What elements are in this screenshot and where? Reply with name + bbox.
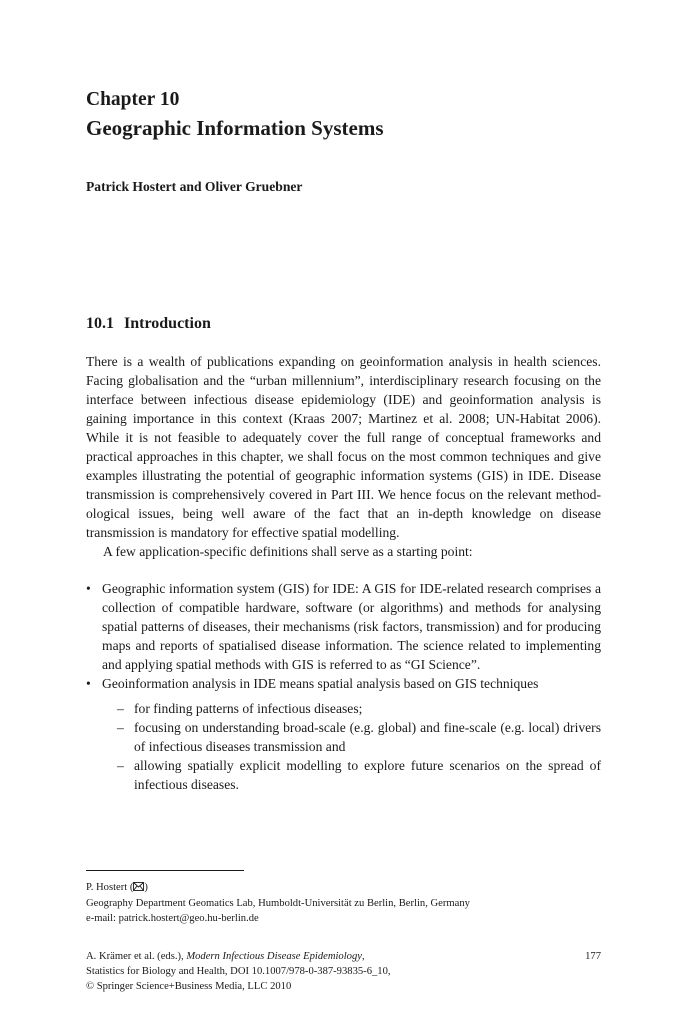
bullet-item-text: Geoinformation analysis in IDE means spatial analysis based on GIS techniques: [102, 676, 539, 691]
body-text: [86, 352, 601, 795]
footer-copyright: © Springer Science+Business Media, LLC 2010: [86, 981, 292, 993]
footnote-author-line: P. Hostert ( ): [86, 880, 601, 896]
chapter-authors: Patrick Hostert and Oliver Gruebner: [86, 179, 303, 194]
footnote: [86, 880, 601, 927]
section-heading: [86, 314, 211, 334]
footnote-author: P. Hostert: [86, 882, 128, 893]
footer-book-title: Modern Infectious Disease Epidemiology: [186, 951, 362, 962]
envelope-icon: [133, 881, 144, 896]
page-number: 177: [585, 951, 601, 962]
paragraph-2: A few application-specific definitions shall serve as a starting point:: [103, 544, 473, 560]
dash-item-drivers: – focusing on understanding broad-scale (e.g. global) and fine-scale (e.g. local) drivers of infectious diseases transmission and: [102, 718, 601, 756]
bullet-item-geoinformation-analysis: [86, 674, 601, 795]
sub-list: [102, 699, 601, 794]
chapter-title: Geographic Information Systems: [86, 116, 384, 140]
footer-citation: A. Krämer et al. (eds.), Modern Infectious Disease Epidemiology,: [86, 951, 365, 962]
footer-editors: A. Krämer et al. (eds.),: [86, 951, 184, 962]
bullet-item-gis: • Geographic information system (GIS) for IDE: A GIS for IDE-related research comprises a collection of compatible hardware, software (or algorithms) and methods for analysing spatial patterns of diseases, their mechanisms (risk factors, transmission) and for producing maps and reports of spatialised disease information. The science related to implementing and applying spatial methods with GIS is referred to as “GI Science”.: [86, 579, 601, 674]
footnote-divider: [86, 870, 244, 871]
footnote-email: e-mail: patrick.hostert@geo.hu-berlin.de: [86, 913, 259, 925]
dash-item-patterns: – for finding patterns of infectious diseases;: [102, 699, 601, 718]
section-title: Introduction: [124, 315, 211, 332]
section-number: 10.1: [86, 315, 114, 332]
definition-list: [86, 579, 601, 795]
footer-series-doi: Statistics for Biology and Health, DOI 10.1007/978-0-387-93835-6_10,: [86, 966, 391, 978]
chapter-label: Chapter 10: [86, 89, 180, 110]
dash-item-modelling: – allowing spatially explicit modelling to explore future scenarios on the spread of infectious diseases.: [102, 756, 601, 794]
footnote-affiliation: Geography Department Geomatics Lab, Humboldt-Universität zu Berlin, Berlin, Germany: [86, 898, 470, 910]
paragraph-1: There is a wealth of publications expanding on geoinformation analysis in health sciences. Facing globalisation and the “urban millennium”, interdisciplinary research focusing on the interface between infectious disease epidemiology (IDE) and geoinformation analysis is gaining importance in this context (Kraas 2007; Martinez et al. 2008; UN-Habitat 2006). While it is not feasible to adequately cover the full range of conceptual frameworks and practical approaches in this chapter, we shall focus on the most common techniques and give examples illustrating the potential of geographic information systems (GIS) in IDE. Disease transmission is comprehensively covered in Part III. We hence focus on the relevant methodological issues, being well aware of the fact that an in-depth knowledge on disease transmission is mandatory for effective spatial modelling.: [86, 353, 601, 541]
page-footer: [86, 949, 601, 995]
